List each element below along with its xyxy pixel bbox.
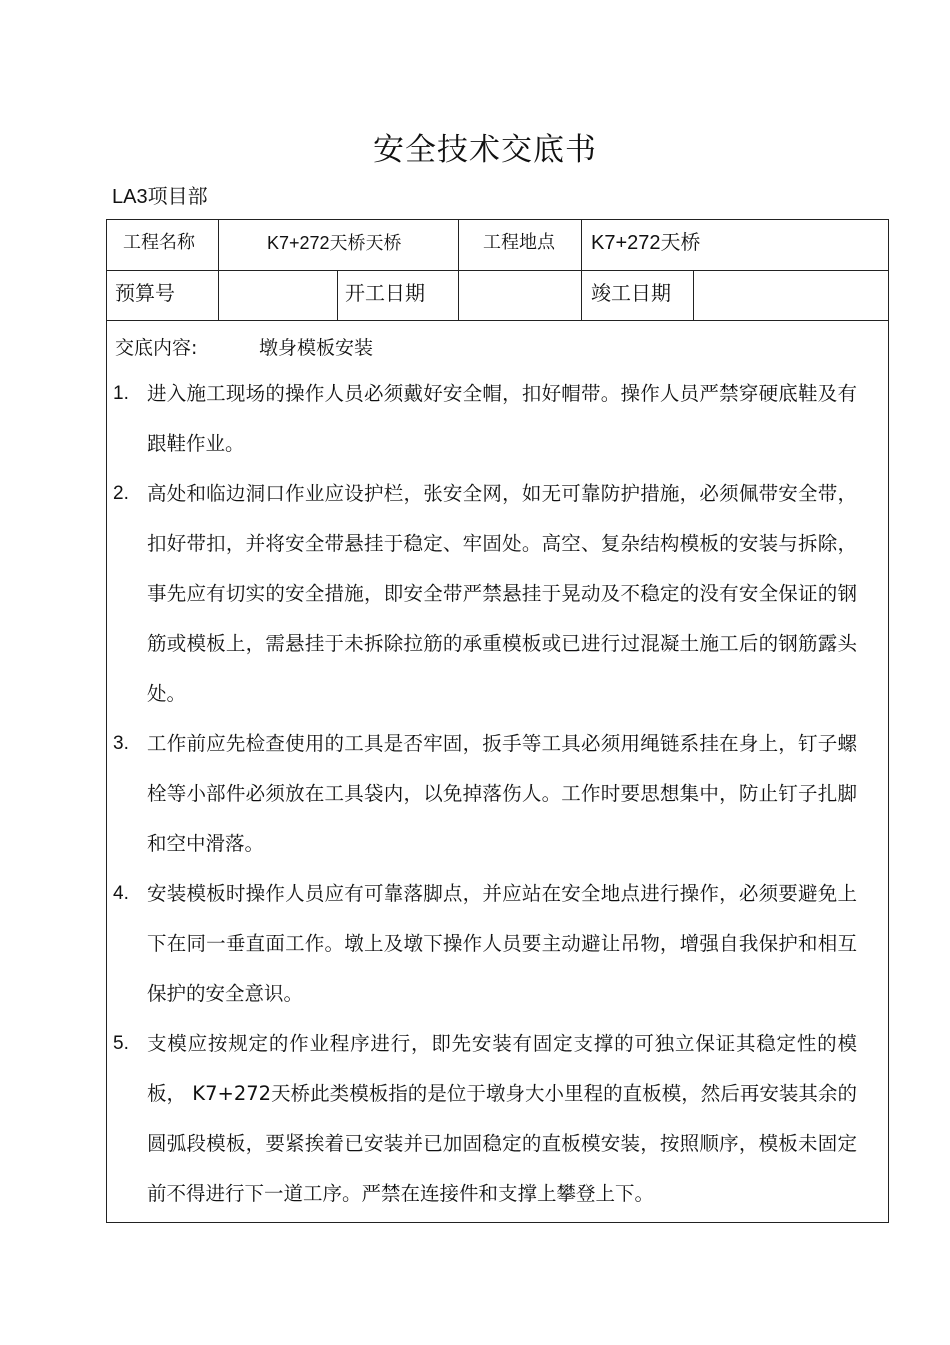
item-text: 高处和临边洞口作业应设护栏，张安全网，如无可靠防护措施，必须佩带安全带，扣好带扣，并将安全带悬挂于稳定、牢固处。高空、复杂结构模板的安装与拆除，事先应有切实的安全措施，即安全带严禁悬挂于晃动及不稳定的没有安全保证的钢筋或模板上，需悬挂于未拆除拉筋的承重模板或已进行过混凝土施工后的钢筋露头处。 <box>147 482 857 705</box>
col-divider <box>458 220 459 320</box>
item-number: 5. <box>113 1033 129 1054</box>
col-divider <box>218 220 219 320</box>
budget-label: 预算号 <box>115 281 175 305</box>
location-label: 工程地点 <box>483 232 555 253</box>
col-divider <box>581 220 582 320</box>
document-title: 安全技术交底书 <box>373 132 597 168</box>
row-divider <box>107 270 888 271</box>
item-text: 安装模板时操作人员应有可靠落脚点，并应站在安全地点进行操作，必须要避免上下在同一垂直面工作。墩上及墩下操作人员要主动避让吊物，增强自我保护和相互保护的安全意识。 <box>147 882 857 1005</box>
start-date-label: 开工日期 <box>345 281 425 305</box>
item-text: 支模应按规定的作业程序进行，即先安装有固定支撑的可独立保证其稳定性的模板， K7+272天桥此类模板指的是位于墩身大小里程的直板模，然后再安装其余的圆弧段模板，要紧挨着已安装并已加固稳定的直板模安装，按照顺序，模板未固定前不得进行下一道工序。严禁在连接件和支撑上攀登上下。 <box>147 1032 857 1205</box>
item-text: 进入施工现场的操作人员必须戴好安全帽，扣好帽带。操作人员严禁穿硬底鞋及有跟鞋作业。 <box>147 382 857 455</box>
location-value: K7+272天桥 <box>591 232 701 254</box>
item-number: 1. <box>113 383 129 404</box>
completion-date-label: 竣工日期 <box>591 281 671 305</box>
project-name-value: K7+272天桥天桥 <box>267 233 402 253</box>
content-topic: 墩身模板安装 <box>259 337 374 359</box>
safety-briefing-table <box>106 219 889 1223</box>
item-number: 2. <box>113 483 129 504</box>
item-text: 工作前应先检查使用的工具是否牢固，扳手等工具必须用绳链系挂在身上，钉子螺栓等小部件必须放在工具袋内，以免掉落伤人。工作时要思想集中，防止钉子扎脚和空中滑落。 <box>147 732 857 855</box>
item-number: 3. <box>113 733 129 754</box>
content-label: 交底内容: <box>115 337 198 359</box>
project-name-label: 工程名称 <box>123 232 195 253</box>
col-divider <box>693 270 694 320</box>
item-number: 4. <box>113 883 129 904</box>
row-divider <box>107 320 888 321</box>
department-label: LA3项目部 <box>112 186 208 208</box>
col-divider <box>337 270 338 320</box>
